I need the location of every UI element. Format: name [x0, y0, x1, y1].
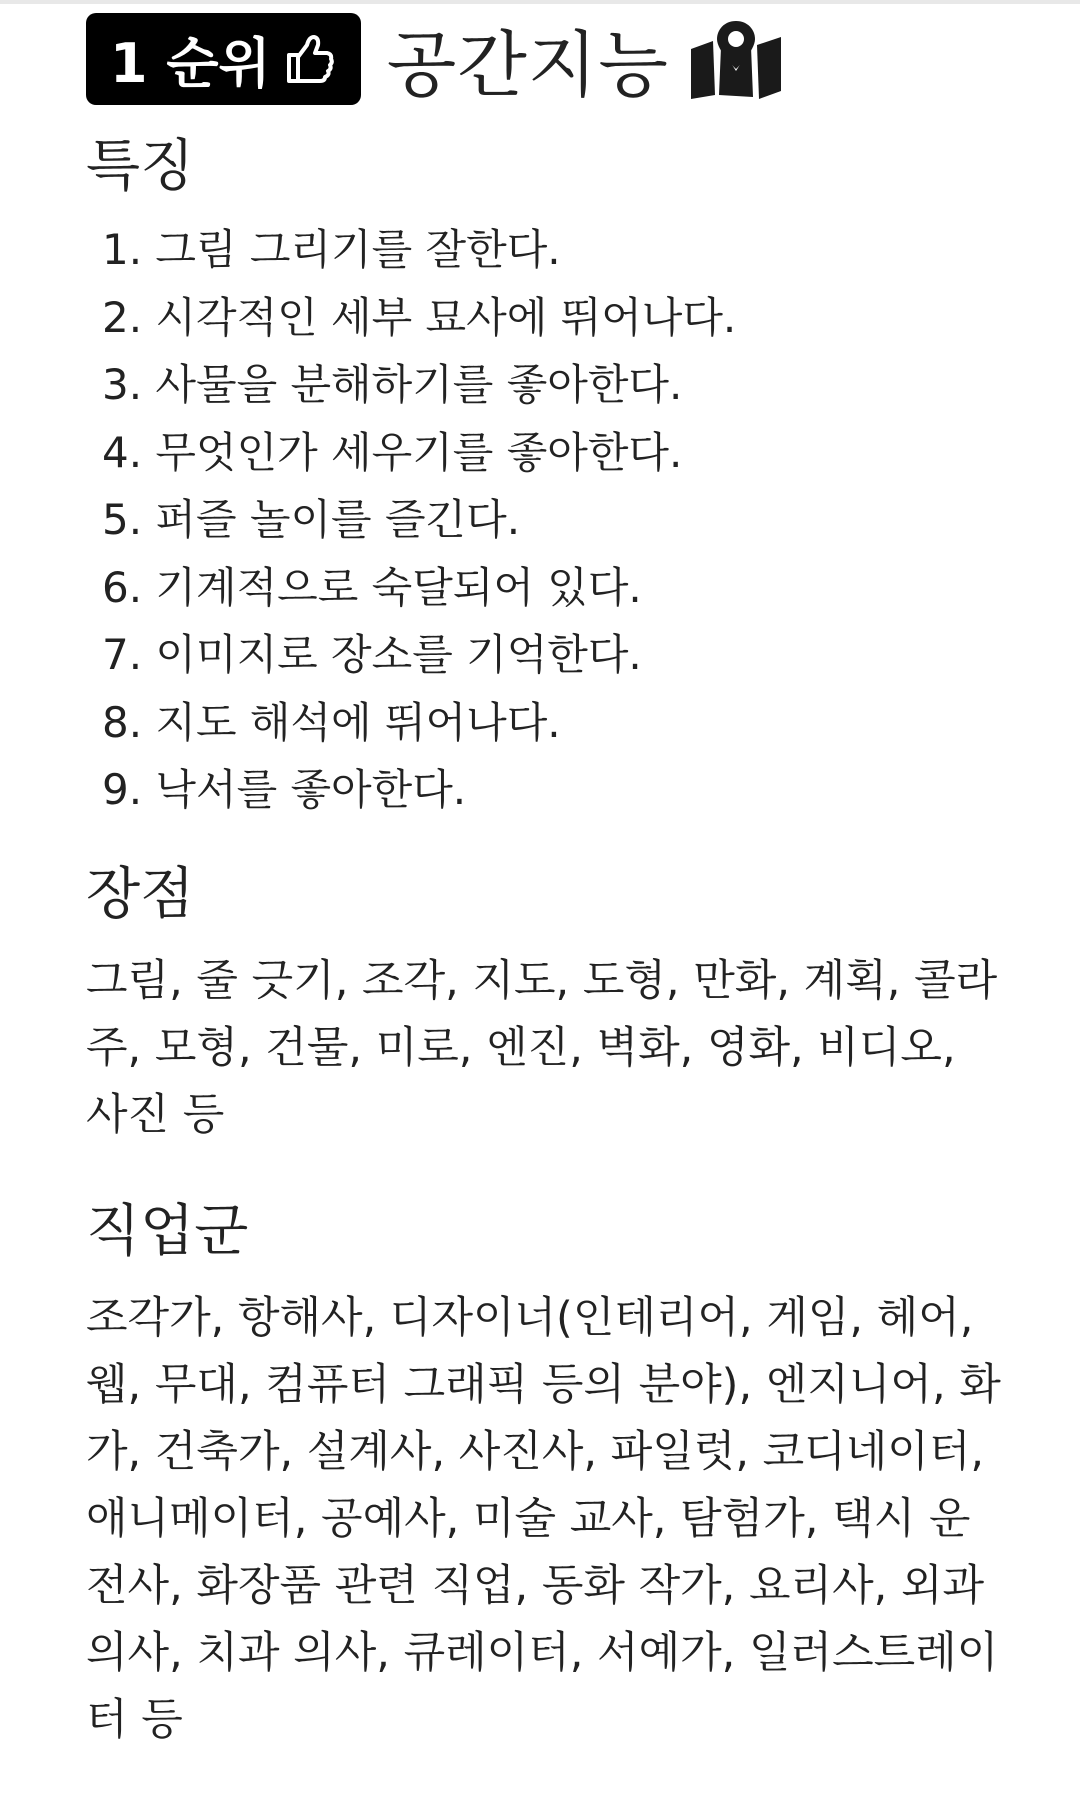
- features-heading: 특징: [86, 134, 195, 199]
- advantages-text: 그림, 줄 긋기, 조각, 지도, 도형, 만화, 계획, 콜라주, 모형, 건물, 미로, 엔진, 벽화, 영화, 비디오, 사진 등: [86, 955, 998, 1140]
- jobs-heading: 직업군: [86, 1198, 249, 1264]
- feature-item: 5. 퍼즐 놀이를 즐긴다.: [102, 495, 521, 544]
- title-row: [86, 12, 1006, 106]
- top-divider: [0, 0, 1080, 4]
- page-title: 공간지능: [386, 23, 669, 107]
- feature-item: 4. 무엇인가 세우기를 좋아한다.: [102, 427, 683, 477]
- content: [86, 12, 1006, 1754]
- jobs-text: 조각가, 항해사, 디자이너(인테리어, 게임, 헤어, 웹, 무대, 컴퓨터 그래픽 등의 분야), 엔지니어, 화가, 건축가, 설계사, 사진사, 파일럿, 코디네이터, 애니메이터, 공예사, 미술 교사, 탐험가, 택시 운전사, 화장품 관련 직업, 동화 작가, 요리사, 외과의사, 치과 의사, 큐레이터, 서예가, 일러스트레이터 등: [86, 1292, 1001, 1745]
- features-list: [86, 216, 1006, 824]
- map-icon: [691, 19, 781, 99]
- feature-item: 3. 사물을 분해하기를 좋아한다.: [102, 360, 683, 409]
- advantages-heading: 장점: [86, 861, 195, 927]
- feature-item: 9. 낙서를 좋아한다.: [102, 765, 467, 814]
- feature-item: 1. 그림 그리기를 잘한다.: [102, 225, 561, 274]
- feature-item: 7. 이미지로 장소를 기억한다.: [102, 630, 642, 679]
- feature-item: 2. 시각적인 세부 묘사에 뛰어나다.: [102, 292, 737, 342]
- feature-item: 6. 기계적으로 숙달되어 있다.: [102, 562, 642, 612]
- rank-badge: [86, 13, 361, 105]
- thumbs-up-icon: [285, 33, 335, 85]
- feature-item: 8. 지도 해석에 뛰어나다.: [102, 697, 561, 747]
- rank-label: 1 순위: [110, 31, 271, 95]
